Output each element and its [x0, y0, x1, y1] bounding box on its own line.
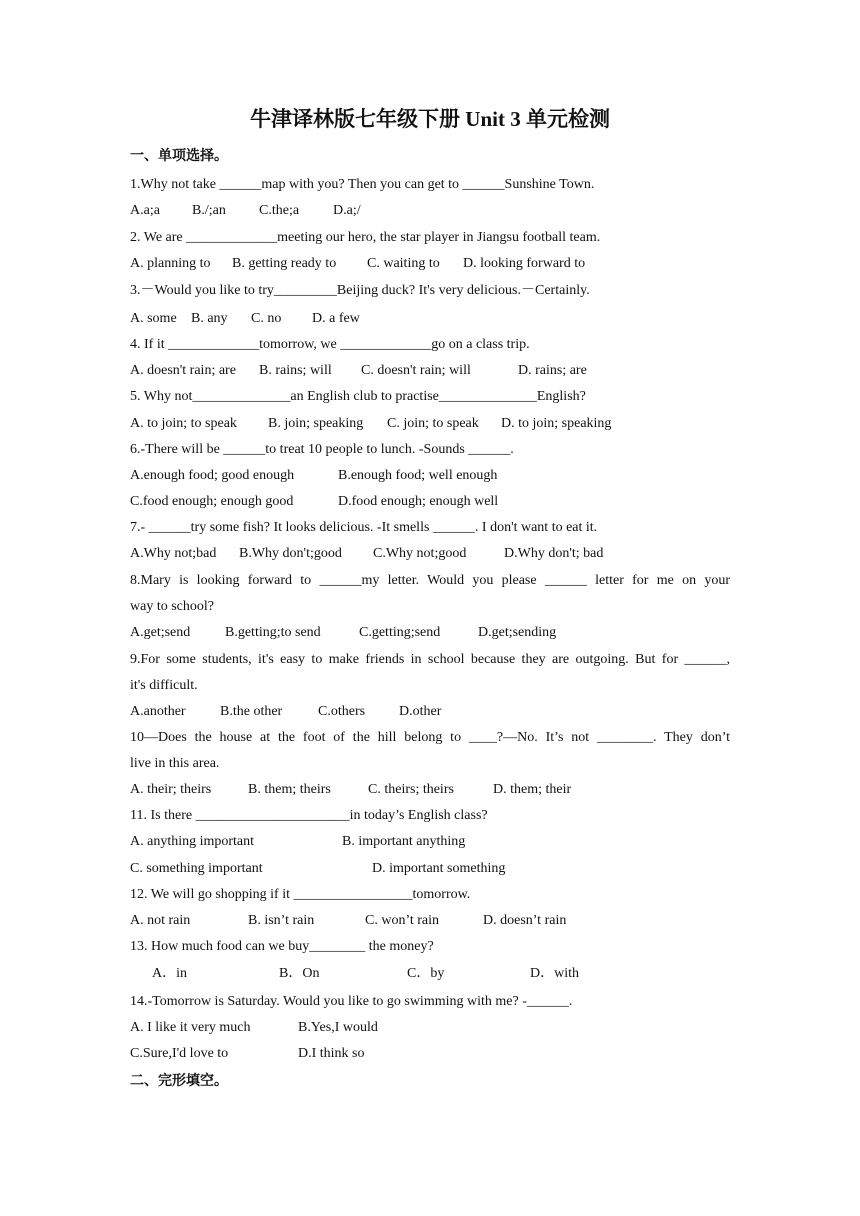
option-c: C. join; to speak	[387, 416, 479, 431]
question-10-stem: 10—Does the house at the foot of the hill belong to ____?—No. It’s not ________. They don’t	[130, 730, 730, 745]
option-a: A.Why not;bad	[130, 546, 217, 561]
option-a: A. to join; to speak	[130, 416, 237, 431]
option-a: A.a;a	[130, 203, 160, 218]
option-a: A. their; theirs	[130, 782, 212, 797]
option-d: D. them; their	[493, 782, 572, 797]
option-b: B.Yes,I would	[298, 1020, 378, 1035]
section-heading-cloze: 二、完形填空。	[130, 1074, 228, 1089]
option-a: A. planning to	[130, 256, 211, 271]
option-d: D. rains; are	[518, 363, 587, 378]
question-14-stem: 14.-Tomorrow is Saturday. Would you like to go swimming with me? -______.	[130, 994, 573, 1009]
option-b: B. important anything	[342, 834, 466, 849]
option-c: C.Why not;good	[373, 546, 467, 561]
option-d: D.a;/	[333, 203, 361, 218]
option-b: B. getting ready to	[232, 256, 337, 271]
option-d: D. a few	[312, 311, 360, 326]
option-c: C. won’t rain	[365, 913, 440, 928]
question-5-stem: 5. Why not______________an English club to practise______________English?	[130, 389, 586, 404]
option-d: D.I think so	[298, 1046, 365, 1061]
option-c: C. waiting to	[367, 256, 440, 271]
option-d: D. to join; speaking	[501, 416, 612, 431]
option-c: C.Sure,I'd love to	[130, 1046, 229, 1061]
option-a: A. I like it very much	[130, 1020, 251, 1035]
option-c: C. no	[251, 311, 282, 326]
option-b: B. them; theirs	[248, 782, 331, 797]
question-2-stem: 2. We are _____________meeting our hero, the star player in Jiangsu football team.	[130, 230, 601, 245]
option-a: A．in	[152, 966, 187, 981]
option-c: C.getting;send	[359, 625, 441, 640]
question-13-stem: 13. How much food can we buy________ the money?	[130, 939, 434, 954]
question-8-stem-continued: way to school?	[130, 599, 214, 614]
option-a: A.get;send	[130, 625, 191, 640]
option-a: A. not rain	[130, 913, 191, 928]
option-a: A. doesn't rain; are	[130, 363, 236, 378]
option-b: B.getting;to send	[225, 625, 321, 640]
option-b: B. isn’t rain	[248, 913, 315, 928]
option-c: C. something important	[130, 861, 263, 876]
option-d: D. doesn’t rain	[483, 913, 567, 928]
option-a: A.enough food; good enough	[130, 468, 295, 483]
option-b: B．On	[279, 966, 320, 981]
option-a: A.another	[130, 704, 186, 719]
option-d: D.food enough; enough well	[338, 494, 499, 509]
question-9-stem: 9.For some students, it's easy to make friends in school because they are outgoing. But for ______,	[130, 652, 730, 667]
question-12-stem: 12. We will go shopping if it _________________tomorrow.	[130, 887, 471, 902]
option-c: C. doesn't rain; will	[361, 363, 471, 378]
question-11-stem: 11. Is there ______________________in today’s English class?	[130, 808, 488, 823]
question-1-stem: 1.Why not take ______map with you? Then you can get to ______Sunshine Town.	[130, 177, 595, 192]
option-b: B.Why don't;good	[239, 546, 342, 561]
option-d: D.other	[399, 704, 442, 719]
section-heading-multiple-choice: 一、单项选择。	[130, 149, 228, 164]
option-b: B.enough food; well enough	[338, 468, 498, 483]
document-title: 牛津译林版七年级下册 Unit 3 单元检测	[250, 107, 610, 131]
option-d: D.get;sending	[478, 625, 557, 640]
option-d: D. important something	[372, 861, 506, 876]
question-6-stem: 6.-There will be ______to treat 10 people to lunch. -Sounds ______.	[130, 442, 514, 457]
option-d: D. looking forward to	[463, 256, 586, 271]
option-b: B. any	[191, 311, 228, 326]
option-b: B./;an	[192, 203, 226, 218]
option-b: B.the other	[220, 704, 283, 719]
question-10-stem-continued: live in this area.	[130, 756, 220, 771]
option-a: A. some	[130, 311, 177, 326]
question-4-stem: 4. If it _____________tomorrow, we _____________go on a class trip.	[130, 337, 530, 352]
option-c: C.the;a	[259, 203, 300, 218]
question-3-stem: 3.－Would you like to try_________Beijing duck? It's very delicious.－Certainly.	[130, 283, 590, 298]
option-c: C．by	[407, 966, 445, 981]
option-b: B. join; speaking	[268, 416, 364, 431]
option-c: C.others	[318, 704, 366, 719]
question-7-stem: 7.- ______try some fish? It looks delicious. -It smells ______. I don't want to eat it.	[130, 520, 598, 535]
option-b: B. rains; will	[259, 363, 332, 378]
option-c: C.food enough; enough good	[130, 494, 294, 509]
option-d: D．with	[530, 966, 579, 981]
option-d: D.Why don't; bad	[504, 546, 604, 561]
option-c: C. theirs; theirs	[368, 782, 454, 797]
option-a: A. anything important	[130, 834, 255, 849]
question-9-stem-continued: it's difficult.	[130, 678, 198, 693]
question-8-stem: 8.Mary is looking forward to ______my letter. Would you please ______ letter for me on your	[130, 573, 730, 588]
